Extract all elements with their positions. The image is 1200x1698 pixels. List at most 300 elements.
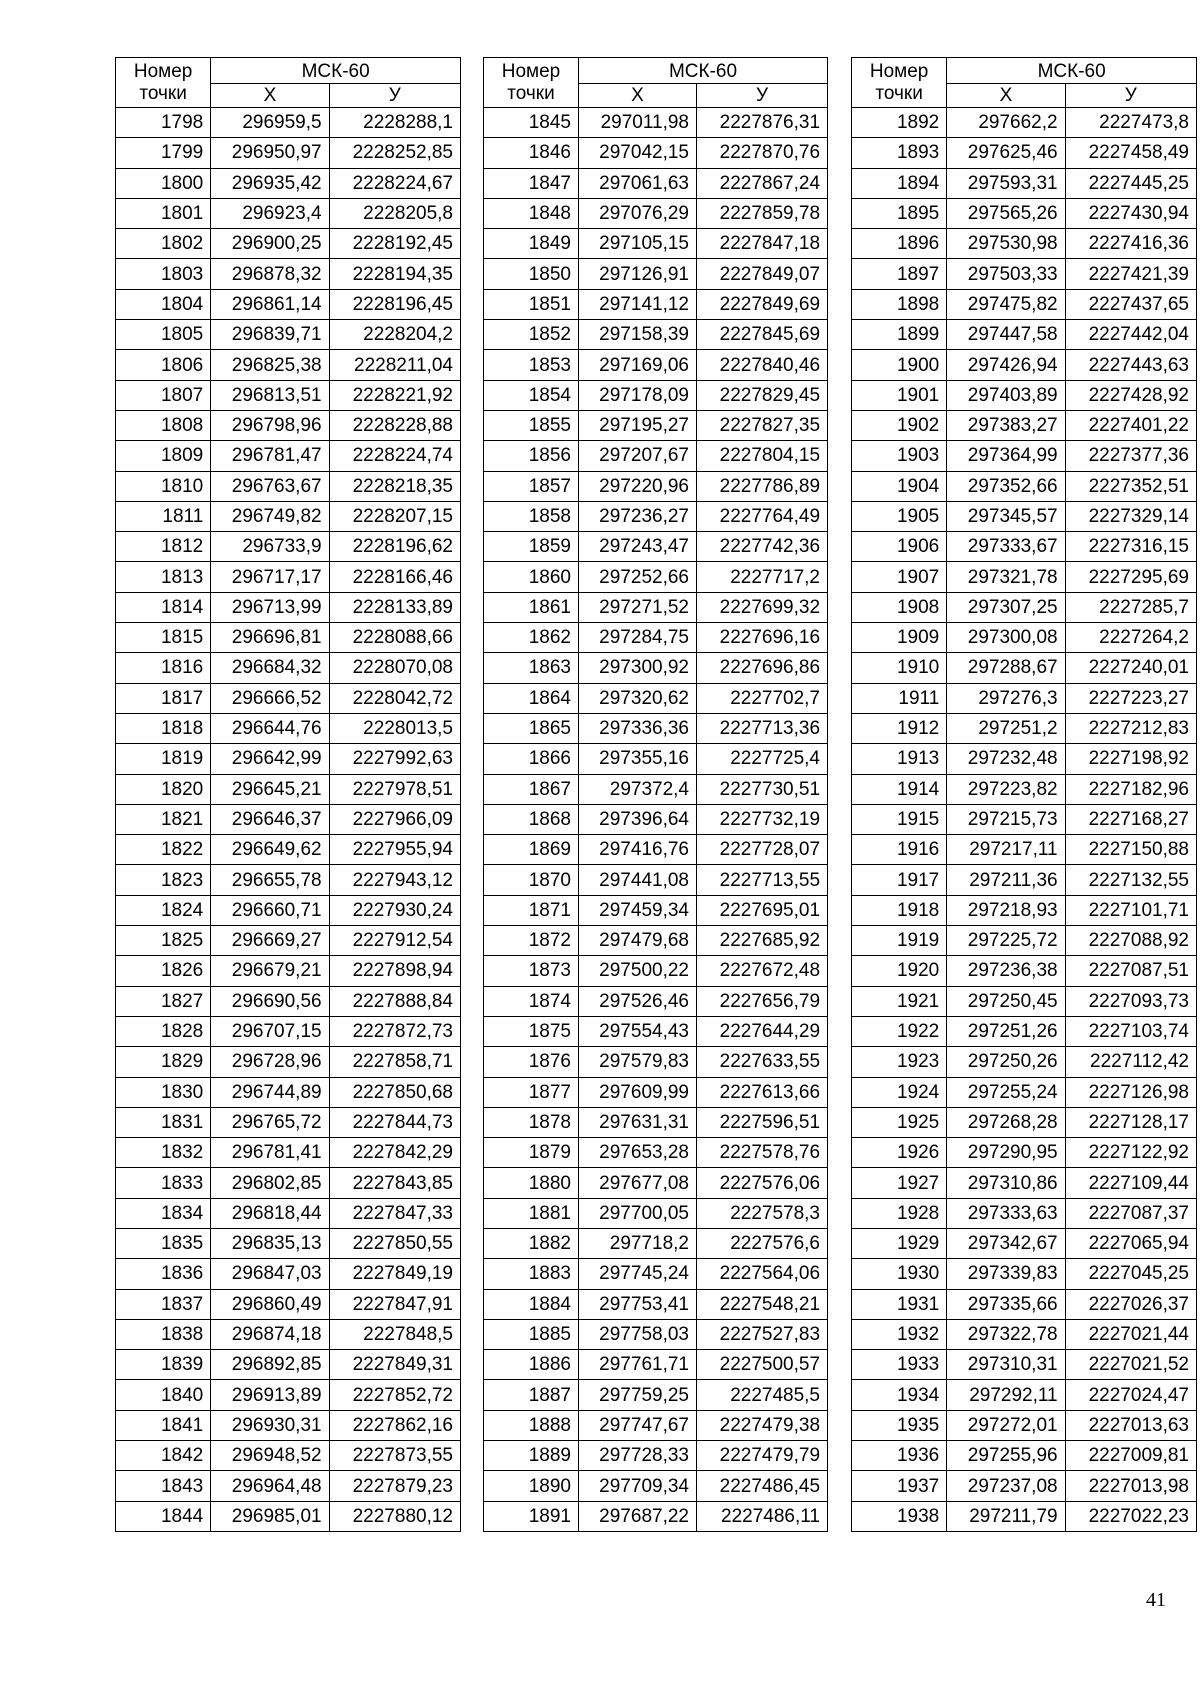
table-row [852, 653, 1197, 683]
point-number-cell: 1937 [852, 1471, 947, 1501]
x-coordinate-cell: 297251,26 [947, 1016, 1065, 1046]
table-row [484, 1198, 828, 1228]
x-coordinate-cell: 297076,29 [579, 198, 697, 228]
table-row [484, 1047, 828, 1077]
x-coordinate-cell: 297207,67 [579, 441, 697, 471]
table-row [852, 1501, 1197, 1531]
point-number-cell: 1884 [484, 1289, 579, 1319]
point-number-cell: 1907 [852, 562, 947, 592]
table-row [852, 501, 1197, 531]
x-coordinate-cell: 296985,01 [211, 1501, 329, 1531]
x-coordinate-cell: 297342,67 [947, 1228, 1065, 1258]
point-number-cell: 1903 [852, 441, 947, 471]
y-coordinate-cell: 2227844,73 [329, 1107, 460, 1137]
table-row [116, 1501, 461, 1531]
table-row [116, 320, 461, 350]
x-coordinate-cell: 296818,44 [211, 1198, 329, 1228]
x-coordinate-cell: 297310,31 [947, 1350, 1065, 1380]
table-row [116, 471, 461, 501]
point-number-cell: 1902 [852, 410, 947, 440]
y-coordinate-cell: 2227849,07 [697, 259, 828, 289]
y-coordinate-cell: 2227843,85 [329, 1168, 460, 1198]
point-number-cell: 1809 [116, 441, 211, 471]
y-coordinate-cell: 2227873,55 [329, 1441, 460, 1471]
y-coordinate-cell: 2227473,8 [1065, 108, 1196, 138]
y-coordinate-cell: 2228211,04 [329, 350, 460, 380]
y-coordinate-cell: 2227613,66 [697, 1077, 828, 1107]
y-coordinate-cell: 2228166,46 [329, 562, 460, 592]
x-coordinate-cell: 297321,78 [947, 562, 1065, 592]
point-number-cell: 1900 [852, 350, 947, 380]
table-row [484, 623, 828, 653]
y-coordinate-cell: 2228192,45 [329, 229, 460, 259]
y-coordinate-cell: 2227295,69 [1065, 562, 1196, 592]
point-number-cell: 1933 [852, 1350, 947, 1380]
point-number-cell: 1938 [852, 1501, 947, 1531]
table-row [852, 471, 1197, 501]
x-coordinate-cell: 297758,03 [579, 1319, 697, 1349]
point-number-cell: 1876 [484, 1047, 579, 1077]
point-number-cell: 1875 [484, 1016, 579, 1046]
y-coordinate-cell: 2228218,35 [329, 471, 460, 501]
y-coordinate-cell: 2228013,5 [329, 713, 460, 743]
table-row [852, 229, 1197, 259]
y-coordinate-cell: 2227713,55 [697, 865, 828, 895]
table-row [116, 895, 461, 925]
y-coordinate-cell: 2227377,36 [1065, 441, 1196, 471]
table-row [116, 108, 461, 138]
x-coordinate-cell: 297292,11 [947, 1380, 1065, 1410]
point-number-cell: 1863 [484, 653, 579, 683]
y-coordinate-cell: 2227009,81 [1065, 1441, 1196, 1471]
point-number-cell: 1803 [116, 259, 211, 289]
x-coordinate-cell: 297426,94 [947, 350, 1065, 380]
y-coordinate-cell: 2227578,76 [697, 1138, 828, 1168]
point-number-cell: 1805 [116, 320, 211, 350]
table-row [484, 895, 828, 925]
x-coordinate-cell: 296707,15 [211, 1016, 329, 1046]
x-coordinate-cell: 297307,25 [947, 592, 1065, 622]
point-number-cell: 1842 [116, 1441, 211, 1471]
table-row [852, 168, 1197, 198]
point-number-cell: 1873 [484, 956, 579, 986]
table-row [116, 1228, 461, 1258]
table-row [484, 229, 828, 259]
x-coordinate-cell: 297728,33 [579, 1441, 697, 1471]
point-number-cell: 1922 [852, 1016, 947, 1046]
point-number-cell: 1921 [852, 986, 947, 1016]
point-number-cell: 1872 [484, 926, 579, 956]
table-row [852, 259, 1197, 289]
y-coordinate-cell: 2228207,15 [329, 501, 460, 531]
y-coordinate-cell: 2227442,04 [1065, 320, 1196, 350]
y-coordinate-cell: 2227168,27 [1065, 804, 1196, 834]
x-coordinate-cell: 297609,99 [579, 1077, 697, 1107]
x-header: Х [579, 84, 697, 108]
y-coordinate-cell: 2227352,51 [1065, 471, 1196, 501]
x-header: Х [947, 84, 1065, 108]
point-number-cell: 1915 [852, 804, 947, 834]
table-row [116, 956, 461, 986]
y-coordinate-cell: 2227329,14 [1065, 501, 1196, 531]
point-number-cell: 1859 [484, 532, 579, 562]
x-coordinate-cell: 297700,05 [579, 1198, 697, 1228]
table-row [116, 410, 461, 440]
point-number-cell: 1808 [116, 410, 211, 440]
point-number-cell: 1853 [484, 350, 579, 380]
y-coordinate-cell: 2227109,44 [1065, 1168, 1196, 1198]
x-coordinate-cell: 296765,72 [211, 1107, 329, 1137]
y-coordinate-cell: 2227088,92 [1065, 926, 1196, 956]
x-coordinate-cell: 297631,31 [579, 1107, 697, 1137]
y-coordinate-cell: 2228228,88 [329, 410, 460, 440]
point-number-cell: 1817 [116, 683, 211, 713]
table-row [116, 592, 461, 622]
y-coordinate-cell: 2227093,73 [1065, 986, 1196, 1016]
table-row [116, 1259, 461, 1289]
x-coordinate-cell: 296660,71 [211, 895, 329, 925]
y-coordinate-cell: 2227500,57 [697, 1350, 828, 1380]
table-row [116, 532, 461, 562]
y-coordinate-cell: 2227862,16 [329, 1410, 460, 1440]
y-coordinate-cell: 2227943,12 [329, 865, 460, 895]
point-number-cell: 1913 [852, 744, 947, 774]
y-coordinate-cell: 2227696,86 [697, 653, 828, 683]
x-coordinate-cell: 296646,37 [211, 804, 329, 834]
table-row [852, 956, 1197, 986]
x-coordinate-cell: 297336,36 [579, 713, 697, 743]
point-number-cell: 1832 [116, 1138, 211, 1168]
point-number-cell: 1848 [484, 198, 579, 228]
table-row [852, 1380, 1197, 1410]
y-coordinate-cell: 2227845,69 [697, 320, 828, 350]
x-header: Х [211, 84, 329, 108]
y-coordinate-cell: 2227126,98 [1065, 1077, 1196, 1107]
y-coordinate-cell: 2227804,15 [697, 441, 828, 471]
point-number-cell: 1894 [852, 168, 947, 198]
table-row [852, 1168, 1197, 1198]
table-row [852, 623, 1197, 653]
table-row [116, 1107, 461, 1137]
table-row [116, 1410, 461, 1440]
table-row [852, 138, 1197, 168]
table-row [852, 1350, 1197, 1380]
x-coordinate-cell: 297232,48 [947, 744, 1065, 774]
y-coordinate-cell: 2227024,47 [1065, 1380, 1196, 1410]
table-row [116, 289, 461, 319]
y-coordinate-cell: 2227430,94 [1065, 198, 1196, 228]
y-coordinate-cell: 2227479,38 [697, 1410, 828, 1440]
table-row [852, 986, 1197, 1016]
table-row [852, 926, 1197, 956]
y-coordinate-cell: 2227859,78 [697, 198, 828, 228]
table-row [852, 713, 1197, 743]
table-row [484, 592, 828, 622]
point-number-cell: 1868 [484, 804, 579, 834]
table-row [116, 774, 461, 804]
table-row [852, 1410, 1197, 1440]
x-coordinate-cell: 297255,96 [947, 1441, 1065, 1471]
table-row [116, 441, 461, 471]
table-row [852, 774, 1197, 804]
point-number-cell: 1870 [484, 865, 579, 895]
y-coordinate-cell: 2227548,21 [697, 1289, 828, 1319]
table-row [852, 592, 1197, 622]
x-coordinate-cell: 296878,32 [211, 259, 329, 289]
y-coordinate-cell: 2227849,31 [329, 1350, 460, 1380]
y-coordinate-cell: 2227879,23 [329, 1471, 460, 1501]
x-coordinate-cell: 297310,86 [947, 1168, 1065, 1198]
point-number-cell: 1837 [116, 1289, 211, 1319]
coordinate-system-header: МСК-60 [947, 58, 1197, 84]
x-coordinate-cell: 296684,32 [211, 653, 329, 683]
x-coordinate-cell: 296713,99 [211, 592, 329, 622]
x-coordinate-cell: 297352,66 [947, 471, 1065, 501]
x-coordinate-cell: 297195,27 [579, 410, 697, 440]
table-row [116, 1441, 461, 1471]
point-number-cell: 1919 [852, 926, 947, 956]
point-number-cell: 1898 [852, 289, 947, 319]
point-number-cell: 1810 [116, 471, 211, 501]
table-row [484, 198, 828, 228]
table-row [484, 1168, 828, 1198]
table-row [116, 138, 461, 168]
y-coordinate-cell: 2227876,31 [697, 108, 828, 138]
point-number-cell: 1821 [116, 804, 211, 834]
x-coordinate-cell: 297272,01 [947, 1410, 1065, 1440]
point-number-cell: 1877 [484, 1077, 579, 1107]
x-coordinate-cell: 297211,36 [947, 865, 1065, 895]
y-coordinate-cell: 2227013,63 [1065, 1410, 1196, 1440]
point-number-cell: 1815 [116, 623, 211, 653]
point-number-cell: 1813 [116, 562, 211, 592]
point-number-cell: 1910 [852, 653, 947, 683]
x-coordinate-cell: 296666,52 [211, 683, 329, 713]
x-coordinate-cell: 297364,99 [947, 441, 1065, 471]
x-coordinate-cell: 297479,68 [579, 926, 697, 956]
x-coordinate-cell: 297236,38 [947, 956, 1065, 986]
point-number-cell: 1924 [852, 1077, 947, 1107]
y-coordinate-cell: 2227150,88 [1065, 835, 1196, 865]
table-row [484, 1107, 828, 1137]
point-number-cell: 1883 [484, 1259, 579, 1289]
y-coordinate-cell: 2227578,3 [697, 1198, 828, 1228]
table-row [116, 1350, 461, 1380]
y-coordinate-cell: 2227730,51 [697, 774, 828, 804]
table-row [116, 683, 461, 713]
x-coordinate-cell: 296781,41 [211, 1138, 329, 1168]
y-coordinate-cell: 2228196,62 [329, 532, 460, 562]
point-number-cell: 1830 [116, 1077, 211, 1107]
y-coordinate-cell: 2227644,29 [697, 1016, 828, 1046]
x-coordinate-cell: 296935,42 [211, 168, 329, 198]
x-coordinate-cell: 297345,57 [947, 501, 1065, 531]
table-row [852, 1471, 1197, 1501]
x-coordinate-cell: 296847,03 [211, 1259, 329, 1289]
table-row [116, 804, 461, 834]
point-number-cell: 1852 [484, 320, 579, 350]
x-coordinate-cell: 297042,15 [579, 138, 697, 168]
point-number-cell: 1929 [852, 1228, 947, 1258]
y-coordinate-cell: 2227013,98 [1065, 1471, 1196, 1501]
point-number-cell: 1911 [852, 683, 947, 713]
x-coordinate-cell: 296781,47 [211, 441, 329, 471]
table-row [852, 835, 1197, 865]
table-row [116, 865, 461, 895]
coordinates-table-1 [115, 57, 461, 1532]
y-coordinate-cell: 2227576,6 [697, 1228, 828, 1258]
y-coordinate-cell: 2227992,63 [329, 744, 460, 774]
point-number-cell: 1862 [484, 623, 579, 653]
x-coordinate-cell: 296964,48 [211, 1471, 329, 1501]
point-number-cell: 1819 [116, 744, 211, 774]
y-coordinate-cell: 2227888,84 [329, 986, 460, 1016]
x-coordinate-cell: 296930,31 [211, 1410, 329, 1440]
x-coordinate-cell: 297416,76 [579, 835, 697, 865]
table-row [852, 441, 1197, 471]
y-coordinate-cell: 2228221,92 [329, 380, 460, 410]
point-number-cell: 1864 [484, 683, 579, 713]
y-coordinate-cell: 2227065,94 [1065, 1228, 1196, 1258]
table-row [852, 1107, 1197, 1137]
table-row [116, 623, 461, 653]
point-number-cell: 1869 [484, 835, 579, 865]
table-row [484, 956, 828, 986]
point-number-cell: 1855 [484, 410, 579, 440]
y-coordinate-cell: 2228224,74 [329, 441, 460, 471]
table-row [484, 835, 828, 865]
x-coordinate-cell: 297011,98 [579, 108, 697, 138]
x-coordinate-cell: 297236,27 [579, 501, 697, 531]
point-number-header: Номер точки [852, 58, 947, 108]
point-number-cell: 1916 [852, 835, 947, 865]
table-row [116, 229, 461, 259]
x-coordinate-cell: 296733,9 [211, 532, 329, 562]
x-coordinate-cell: 296860,49 [211, 1289, 329, 1319]
table-row [116, 986, 461, 1016]
x-coordinate-cell: 296644,76 [211, 713, 329, 743]
y-coordinate-cell: 2227421,39 [1065, 259, 1196, 289]
coordinates-table-2 [483, 57, 828, 1532]
x-coordinate-cell: 296763,67 [211, 471, 329, 501]
point-number-cell: 1839 [116, 1350, 211, 1380]
table-row [484, 320, 828, 350]
y-coordinate-cell: 2228224,67 [329, 168, 460, 198]
table-row [852, 1016, 1197, 1046]
y-coordinate-cell: 2228288,1 [329, 108, 460, 138]
x-coordinate-cell: 297554,43 [579, 1016, 697, 1046]
x-coordinate-cell: 296679,21 [211, 956, 329, 986]
x-coordinate-cell: 296948,52 [211, 1441, 329, 1471]
table-row [116, 1289, 461, 1319]
point-number-cell: 1847 [484, 168, 579, 198]
point-number-cell: 1827 [116, 986, 211, 1016]
x-coordinate-cell: 296645,21 [211, 774, 329, 804]
x-coordinate-cell: 296950,97 [211, 138, 329, 168]
y-coordinate-cell: 2227713,36 [697, 713, 828, 743]
point-number-cell: 1930 [852, 1259, 947, 1289]
point-number-cell: 1904 [852, 471, 947, 501]
point-number-cell: 1835 [116, 1228, 211, 1258]
y-coordinate-cell: 2227880,12 [329, 1501, 460, 1531]
x-coordinate-cell: 296642,99 [211, 744, 329, 774]
table-row [852, 198, 1197, 228]
table-row [484, 804, 828, 834]
point-number-cell: 1890 [484, 1471, 579, 1501]
point-number-cell: 1807 [116, 380, 211, 410]
point-number-cell: 1824 [116, 895, 211, 925]
y-coordinate-cell: 2227696,16 [697, 623, 828, 653]
point-number-cell: 1845 [484, 108, 579, 138]
x-coordinate-cell: 297300,08 [947, 623, 1065, 653]
x-coordinate-cell: 297593,31 [947, 168, 1065, 198]
y-coordinate-cell: 2228196,45 [329, 289, 460, 319]
y-coordinate-cell: 2227850,68 [329, 1077, 460, 1107]
y-coordinate-cell: 2228204,2 [329, 320, 460, 350]
table-row [484, 471, 828, 501]
x-coordinate-cell: 297625,46 [947, 138, 1065, 168]
x-coordinate-cell: 296798,96 [211, 410, 329, 440]
table-row [852, 1047, 1197, 1077]
x-coordinate-cell: 297237,08 [947, 1471, 1065, 1501]
table-row [116, 1138, 461, 1168]
table-row [116, 501, 461, 531]
x-coordinate-cell: 296835,13 [211, 1228, 329, 1258]
table-row [852, 865, 1197, 895]
table-row [852, 410, 1197, 440]
point-number-cell: 1914 [852, 774, 947, 804]
y-coordinate-cell: 2227870,76 [697, 138, 828, 168]
y-coordinate-cell: 2227840,46 [697, 350, 828, 380]
y-coordinate-cell: 2227223,27 [1065, 683, 1196, 713]
x-coordinate-cell: 297288,67 [947, 653, 1065, 683]
table-row [484, 168, 828, 198]
table-row [852, 1077, 1197, 1107]
x-coordinate-cell: 296744,89 [211, 1077, 329, 1107]
y-coordinate-cell: 2227717,2 [697, 562, 828, 592]
y-coordinate-cell: 2227978,51 [329, 774, 460, 804]
x-coordinate-cell: 297662,2 [947, 108, 1065, 138]
table-row [116, 1168, 461, 1198]
y-header: У [697, 84, 828, 108]
x-coordinate-cell: 296874,18 [211, 1319, 329, 1349]
table-row [852, 350, 1197, 380]
x-coordinate-cell: 297251,2 [947, 713, 1065, 743]
x-coordinate-cell: 296655,78 [211, 865, 329, 895]
x-coordinate-cell: 296900,25 [211, 229, 329, 259]
y-coordinate-cell: 2227128,17 [1065, 1107, 1196, 1137]
page-number: 41 [1146, 1589, 1166, 1611]
point-number-cell: 1866 [484, 744, 579, 774]
y-coordinate-cell: 2227485,5 [697, 1380, 828, 1410]
x-coordinate-cell: 296959,5 [211, 108, 329, 138]
y-coordinate-cell: 2227198,92 [1065, 744, 1196, 774]
point-number-cell: 1881 [484, 1198, 579, 1228]
y-coordinate-cell: 2227699,32 [697, 592, 828, 622]
y-coordinate-cell: 2228133,89 [329, 592, 460, 622]
table-row [484, 501, 828, 531]
table-row [484, 289, 828, 319]
y-coordinate-cell: 2227022,23 [1065, 1501, 1196, 1531]
y-coordinate-cell: 2227847,18 [697, 229, 828, 259]
point-number-cell: 1865 [484, 713, 579, 743]
coordinates-table-3 [851, 57, 1197, 1532]
table-row [852, 1228, 1197, 1258]
table-row [484, 532, 828, 562]
x-coordinate-cell: 297653,28 [579, 1138, 697, 1168]
point-number-cell: 1932 [852, 1319, 947, 1349]
table-row [484, 1441, 828, 1471]
